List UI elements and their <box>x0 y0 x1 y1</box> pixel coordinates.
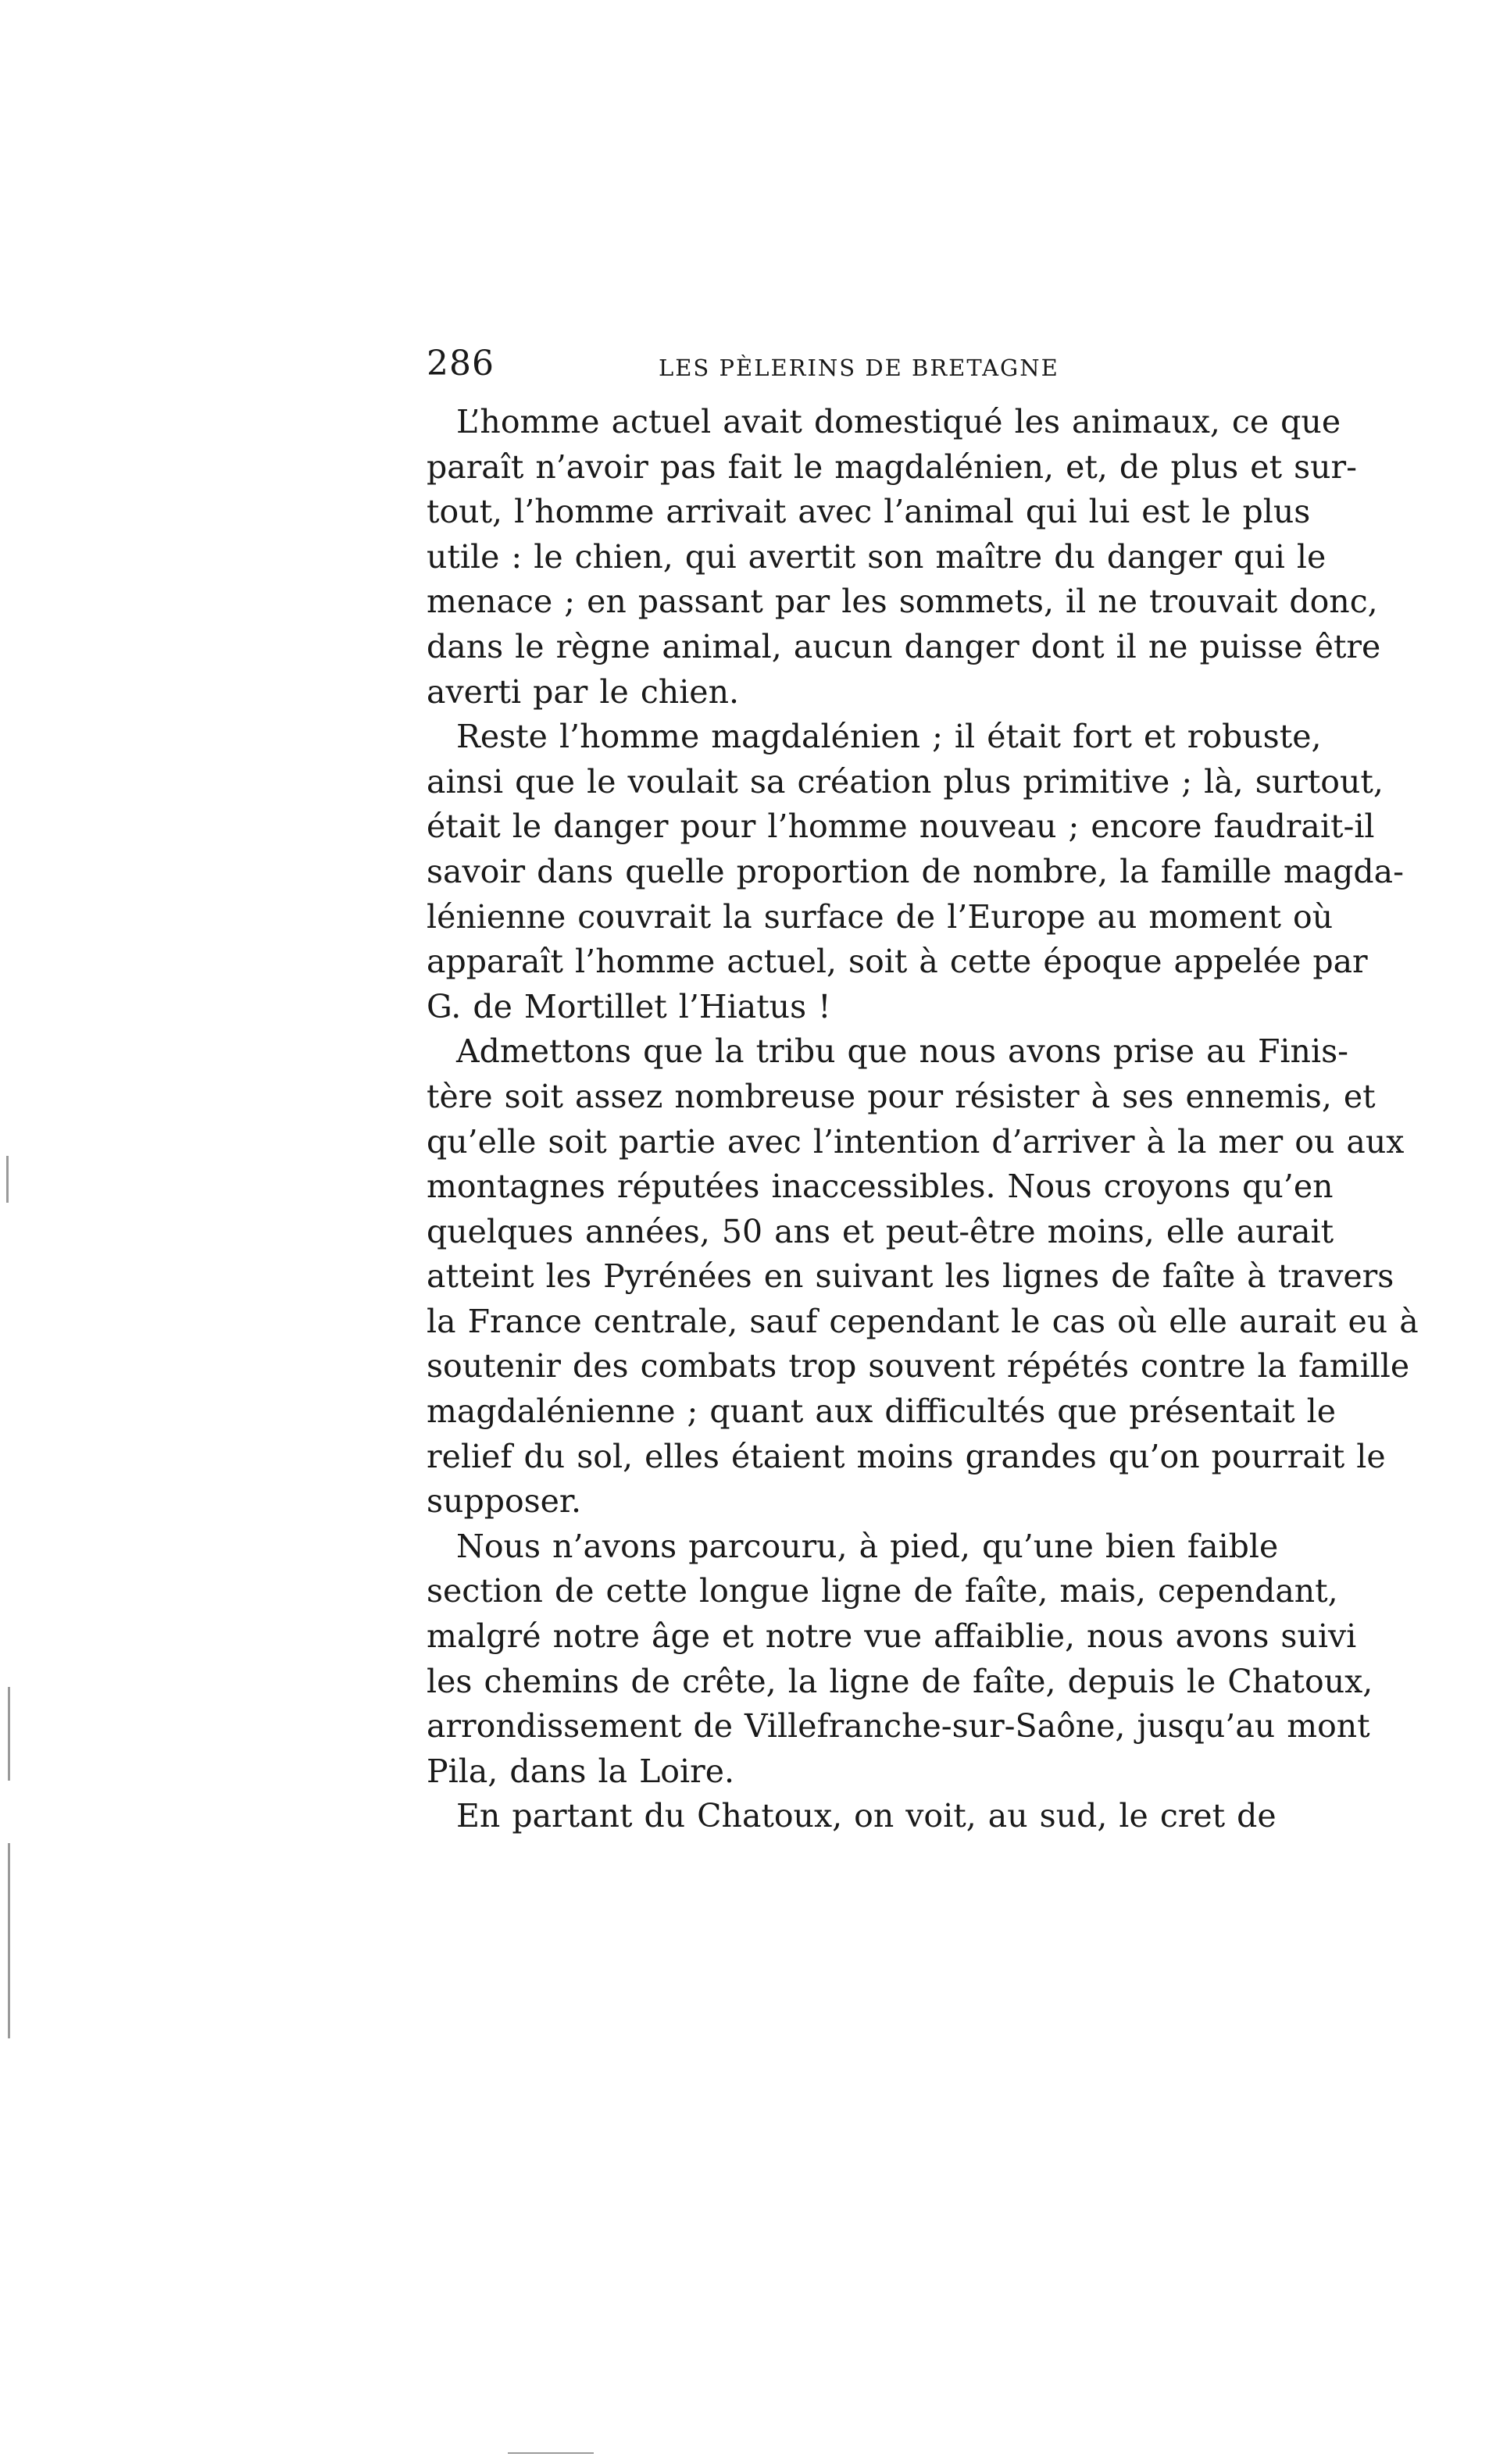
paragraph <box>427 1029 1419 1524</box>
text-line: lénienne couvrait la surface de l’Europe au moment où <box>427 897 1334 936</box>
page-number: 286 <box>427 344 495 383</box>
text-line: Nous n’avons parcouru, à pied, qu’une bien faible <box>456 1527 1279 1565</box>
text-line: section de cette longue ligne de faîte, mais, cependant, <box>427 1572 1338 1610</box>
text-line: atteint les Pyrénées en suivant les lignes de faîte à travers <box>427 1257 1394 1296</box>
text-line: L’homme actuel avait domestiqué les animaux, ce que <box>456 403 1341 440</box>
text-line: tout, l’homme arrivait avec l’animal qui lui est le plus <box>427 493 1311 531</box>
text-line: apparaît l’homme actuel, soit à cette époque appelée par <box>427 943 1368 981</box>
text-line: utile : le chien, qui avertit son maître du danger qui le <box>427 537 1327 576</box>
paragraph <box>427 1524 1373 1795</box>
text-line: menace ; en passant par les sommets, il ne trouvait donc, <box>427 583 1378 621</box>
text-line: soutenir des combats trop souvent répétés contre la famille <box>427 1347 1410 1385</box>
text-line: était le danger pour l’homme nouveau ; encore faudrait-il <box>427 808 1375 846</box>
text-line: quelques années, 50 ans et peut-être moins, elle aurait <box>427 1212 1334 1250</box>
paragraph <box>427 715 1404 1029</box>
text-line: qu’elle soit partie avec l’intention d’arriver à la mer ou aux <box>427 1122 1405 1161</box>
text-line: malgré notre âge et notre vue affaiblie, nous avons suivi <box>427 1617 1357 1656</box>
scan-edge-mark <box>508 2452 594 2454</box>
text-line: relief du sol, elles étaient moins grandes qu’on pourrait le <box>427 1437 1386 1475</box>
text-line: paraît n’avoir pas fait le magdalénien, et, de plus et sur- <box>427 448 1357 486</box>
text-line: savoir dans quelle proportion de nombre, la famille magda- <box>427 852 1404 890</box>
text-line: supposer. <box>427 1482 582 1521</box>
page-header <box>427 344 1267 390</box>
scan-edge-mark <box>8 1843 10 2038</box>
body-text <box>427 400 1419 1839</box>
text-line: En partant du Chatoux, on voit, au sud, le cret de <box>456 1797 1277 1835</box>
text-line: dans le règne animal, aucun danger dont il ne puisse être <box>427 627 1381 665</box>
text-line: G. de Mortillet l’Hiatus ! <box>427 987 831 1025</box>
paragraph <box>427 400 1381 715</box>
scan-edge-mark <box>8 1687 10 1781</box>
text-line: Pila, dans la Loire. <box>427 1752 734 1790</box>
text-line: magdalénienne ; quant aux difficultés que présentait le <box>427 1392 1336 1431</box>
text-line: la France centrale, sauf cependant le cas où elle aurait eu à <box>427 1302 1419 1340</box>
text-line: averti par le chien. <box>427 672 740 711</box>
text-line: ainsi que le voulait sa création plus primitive ; là, surtout, <box>427 762 1384 801</box>
text-line: arrondissement de Villefranche-sur-Saône, jusqu’au mont <box>427 1707 1370 1745</box>
running-title: LES PÈLERINS DE BRETAGNE <box>659 355 1059 381</box>
text-line: les chemins de crête, la ligne de faîte, depuis le Chatoux, <box>427 1662 1373 1700</box>
text-line: Reste l’homme magdalénien ; il était fort et robuste, <box>456 718 1322 756</box>
scan-edge-mark <box>6 1156 9 1203</box>
paragraph <box>427 1794 1277 1839</box>
text-line: Admettons que la tribu que nous avons prise au Finis- <box>456 1032 1348 1071</box>
text-line: tère soit assez nombreuse pour résister à ses ennemis, et <box>427 1077 1376 1115</box>
text-line: montagnes réputées inaccessibles. Nous croyons qu’en <box>427 1168 1334 1206</box>
